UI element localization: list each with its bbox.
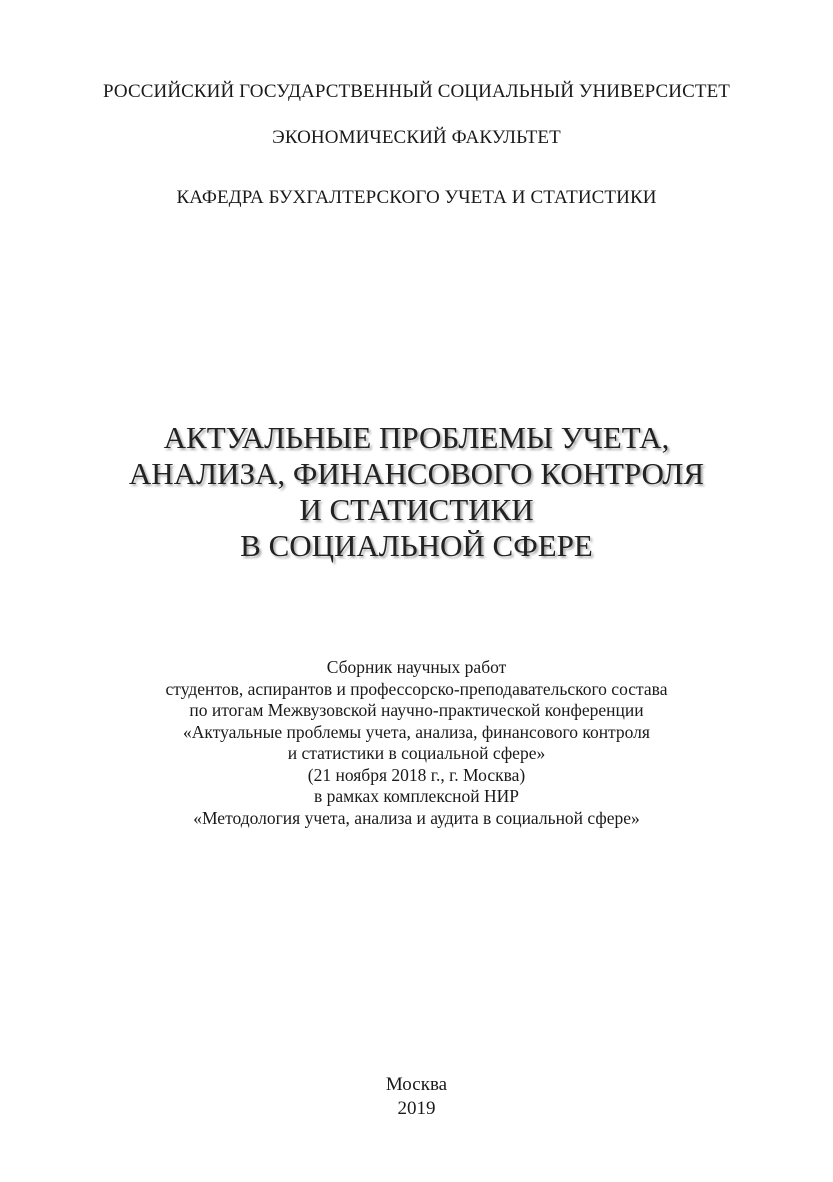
title-line-4: В СОЦИАЛЬНОЙ СФЕРЕ: [240, 528, 593, 563]
document-title: [0, 420, 833, 564]
university-name: РОССИЙСКИЙ ГОСУДАРСТВЕННЫЙ СОЦИАЛЬНЫЙ УНИВЕРСИСТЕТ: [103, 81, 730, 102]
imprint: [0, 1073, 833, 1121]
description-line-8: «Методология учета, анализа и аудита в социальной сфере»: [193, 807, 640, 828]
description-line-2: студентов, аспирантов и профессорско-преподавательского состава: [165, 678, 668, 699]
imprint-year: 2019: [397, 1098, 436, 1119]
description-line-4: «Актуальные проблемы учета, анализа, финансового контроля: [183, 721, 650, 742]
title-line-1: АКТУАЛЬНЫЕ ПРОБЛЕМЫ УЧЕТА,: [163, 420, 670, 455]
description-line-7: в рамках комплексной НИР: [313, 786, 520, 806]
description-line-3: по итогам Межвузовской научно-практической конференции: [189, 700, 644, 720]
imprint-city: Москва: [385, 1074, 448, 1095]
description-line-6: (21 ноября 2018 г., г. Москва): [307, 764, 526, 785]
description-line-1: Сборник научных работ: [326, 657, 507, 677]
title-line-3: И СТАТИСТИКИ: [299, 492, 534, 527]
description-line-5: и статистики в социальной сфере»: [287, 743, 546, 763]
title-line-2: АНАЛИЗА, ФИНАНСОВОГО КОНТРОЛЯ: [128, 456, 705, 491]
department-name: КАФЕДРА БУХГАЛТЕРСКОГО УЧЕТА И СТАТИСТИКИ: [176, 187, 657, 208]
collection-description: [0, 657, 833, 829]
faculty-name: ЭКОНОМИЧЕСКИЙ ФАКУЛЬТЕТ: [272, 127, 561, 148]
